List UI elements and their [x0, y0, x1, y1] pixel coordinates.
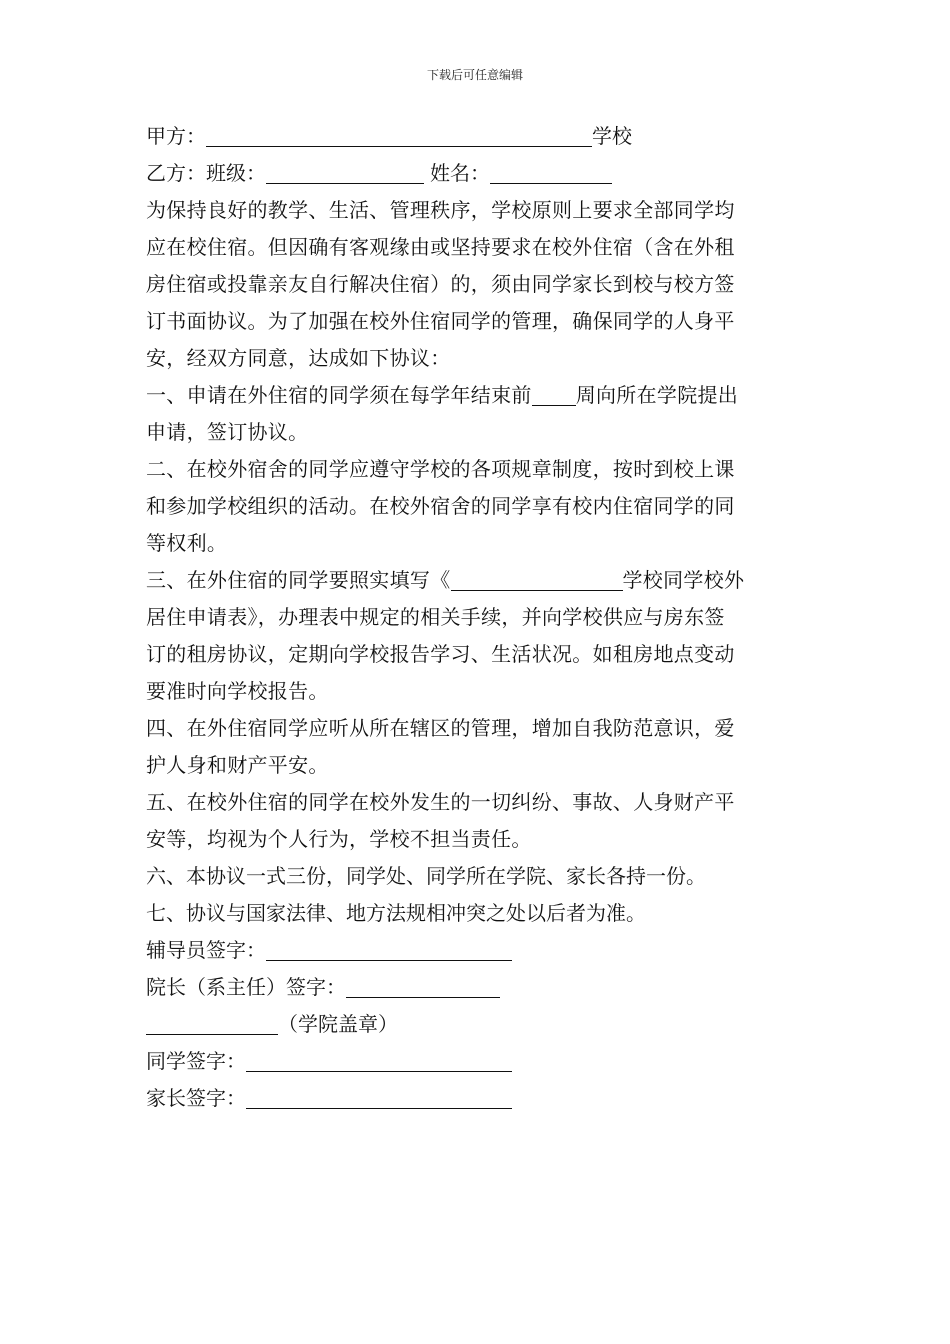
dean-signature-field[interactable] [346, 975, 500, 998]
counselor-signature-label: 辅导员签字： [146, 938, 266, 962]
student-name-field[interactable] [490, 161, 612, 184]
clause-1-text-before: 一、申请在外住宿的同学须在每学年结束前 [146, 383, 532, 407]
clause-5 [146, 784, 810, 858]
class-field[interactable] [266, 161, 424, 184]
student-signature-line [146, 1043, 810, 1080]
clause-3-line: 订的租房协议，定期向学校报告学习、生活状况。如租房地点变动 [146, 642, 735, 666]
clause-7: 七、协议与国家法律、地方法规相冲突之处以后者为准。 [146, 901, 646, 925]
intro-line: 订书面协议。为了加强在校外住宿同学的管理，确保同学的人身平 [146, 309, 735, 333]
clause-2 [146, 451, 810, 562]
clause-3-line: 居住申请表》，办理表中规定的相关手续，并向学校供应与房东签 [146, 605, 725, 629]
counselor-signature-line [146, 932, 810, 969]
weeks-field[interactable] [532, 383, 576, 406]
clause-4-line: 护人身和财产平安。 [146, 753, 329, 777]
clause-3-line [146, 562, 810, 599]
intro-line: 为保持良好的教学、生活、管理秩序，学校原则上要求全部同学均 [146, 198, 735, 222]
clause-5-line: 安等，均视为个人行为，学校不担当责任。 [146, 827, 532, 851]
clause-3-text-before: 三、在外住宿的同学要照实填写《 [146, 568, 451, 592]
dean-signature-line [146, 969, 810, 1006]
seal-field[interactable] [146, 1012, 278, 1035]
dean-signature-label: 院长（系主任）签字： [146, 975, 346, 999]
header-note: 下载后可任意编辑 [426, 68, 523, 82]
seal-line [146, 1006, 810, 1043]
parent-signature-field[interactable] [246, 1086, 512, 1109]
party-a-label: 甲方： [146, 124, 206, 148]
intro-line: 房住宿或投靠亲友自行解决住宿）的，须由同学家长到校与校方签 [146, 272, 735, 296]
party-b-line [146, 155, 810, 192]
clause-2-line: 等权利。 [146, 531, 228, 555]
clause-2-line: 和参加学校组织的活动。在校外宿舍的同学享有校内住宿同学的同 [146, 494, 735, 518]
clause-4-line: 四、在外住宿同学应听从所在辖区的管理，增加自我防范意识，爱 [146, 716, 735, 740]
clause-1-line: 申请，签订协议。 [146, 420, 309, 444]
agreement-document [146, 118, 810, 1117]
student-signature-label: 同学签字： [146, 1049, 246, 1073]
intro-paragraph [146, 192, 810, 377]
clause-1 [146, 377, 810, 451]
intro-line: 安，经双方同意，达成如下协议： [146, 346, 451, 370]
clause-4 [146, 710, 810, 784]
party-a-suffix: 学校 [592, 124, 632, 148]
clause-1-line [146, 377, 810, 414]
seal-label: （学院盖章） [278, 1012, 398, 1036]
clause-2-line: 二、在校外宿舍的同学应遵守学校的各项规章制度，按时到校上课 [146, 457, 735, 481]
intro-line: 应在校住宿。但因确有客观缘由或坚持要求在校外住宿（含在外租 [146, 235, 735, 259]
parent-signature-label: 家长签字： [146, 1086, 246, 1110]
school-name-field[interactable] [206, 124, 592, 147]
party-a-line [146, 118, 810, 155]
student-signature-field[interactable] [246, 1049, 512, 1072]
clause-5-line: 五、在校外住宿的同学在校外发生的一切纠纷、事故、人身财产平 [146, 790, 735, 814]
party-b-label: 乙方：班级： [146, 161, 266, 185]
clause-6: 六、本协议一式三份，同学处、同学所在学院、家长各持一份。 [146, 864, 706, 888]
name-label: 姓名： [430, 161, 490, 185]
clause-3 [146, 562, 810, 710]
clause-3-text-after: 学校同学校外 [622, 568, 745, 592]
application-school-field[interactable] [451, 568, 623, 591]
clause-3-line: 要准时向学校报告。 [146, 679, 329, 703]
parent-signature-line [146, 1080, 810, 1117]
clause-1-text-after: 周向所在学院提出 [575, 383, 739, 407]
counselor-signature-field[interactable] [266, 938, 512, 961]
